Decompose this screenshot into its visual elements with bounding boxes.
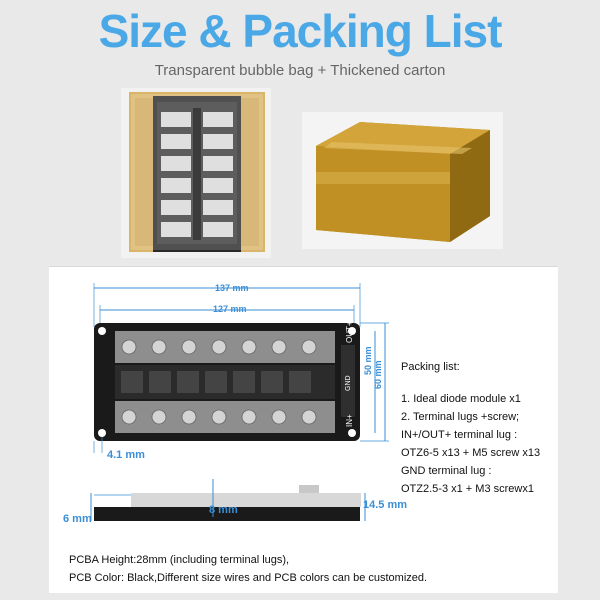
dim-side: 14.5 mm (363, 499, 408, 511)
packing-item: GND terminal lug : (401, 465, 492, 477)
footer-color-note: PCB Color: Black,Different size wires and PCB colors can be customized. (69, 572, 428, 584)
label-in: IN+ (345, 414, 354, 427)
packing-heading: Packing list: (401, 361, 460, 373)
label-out: OUT+ (345, 321, 354, 343)
label-gnd: GND (345, 375, 352, 391)
dim-terminal-gap: 8 mm (209, 504, 238, 516)
packing-item: OTZ2.5-3 x1 + M3 screwx1 (401, 483, 534, 495)
packing-item: 1. Ideal diode module x1 (401, 393, 521, 405)
dim-total-width: 137 mm (215, 283, 249, 293)
footer-height-note: PCBA Height:28mm (including terminal lugs), (69, 554, 290, 566)
packing-item: OTZ6-5 x13 + M5 screw x13 (401, 447, 541, 459)
carton-box-icon (302, 112, 503, 249)
dim-height-inner: 50 mm (363, 346, 373, 375)
dimension-panel (49, 266, 558, 593)
module-in-bag-icon (121, 88, 271, 258)
packing-item: 2. Terminal lugs +screw; (401, 411, 520, 423)
packing-item: IN+/OUT+ terminal lug : (401, 429, 518, 441)
carton-photo (302, 112, 503, 249)
dim-hole-offset: 4.1 mm (107, 449, 145, 461)
dim-hole-pitch: 127 mm (213, 304, 247, 314)
dim-thickness: 6 mm (63, 513, 92, 525)
page-title: Size & Packing List (98, 5, 502, 57)
page-subtitle: Transparent bubble bag + Thickened carton (154, 62, 446, 79)
dim-height-outer: 60 mm (373, 360, 383, 389)
bubble-bag-photo (121, 88, 271, 258)
